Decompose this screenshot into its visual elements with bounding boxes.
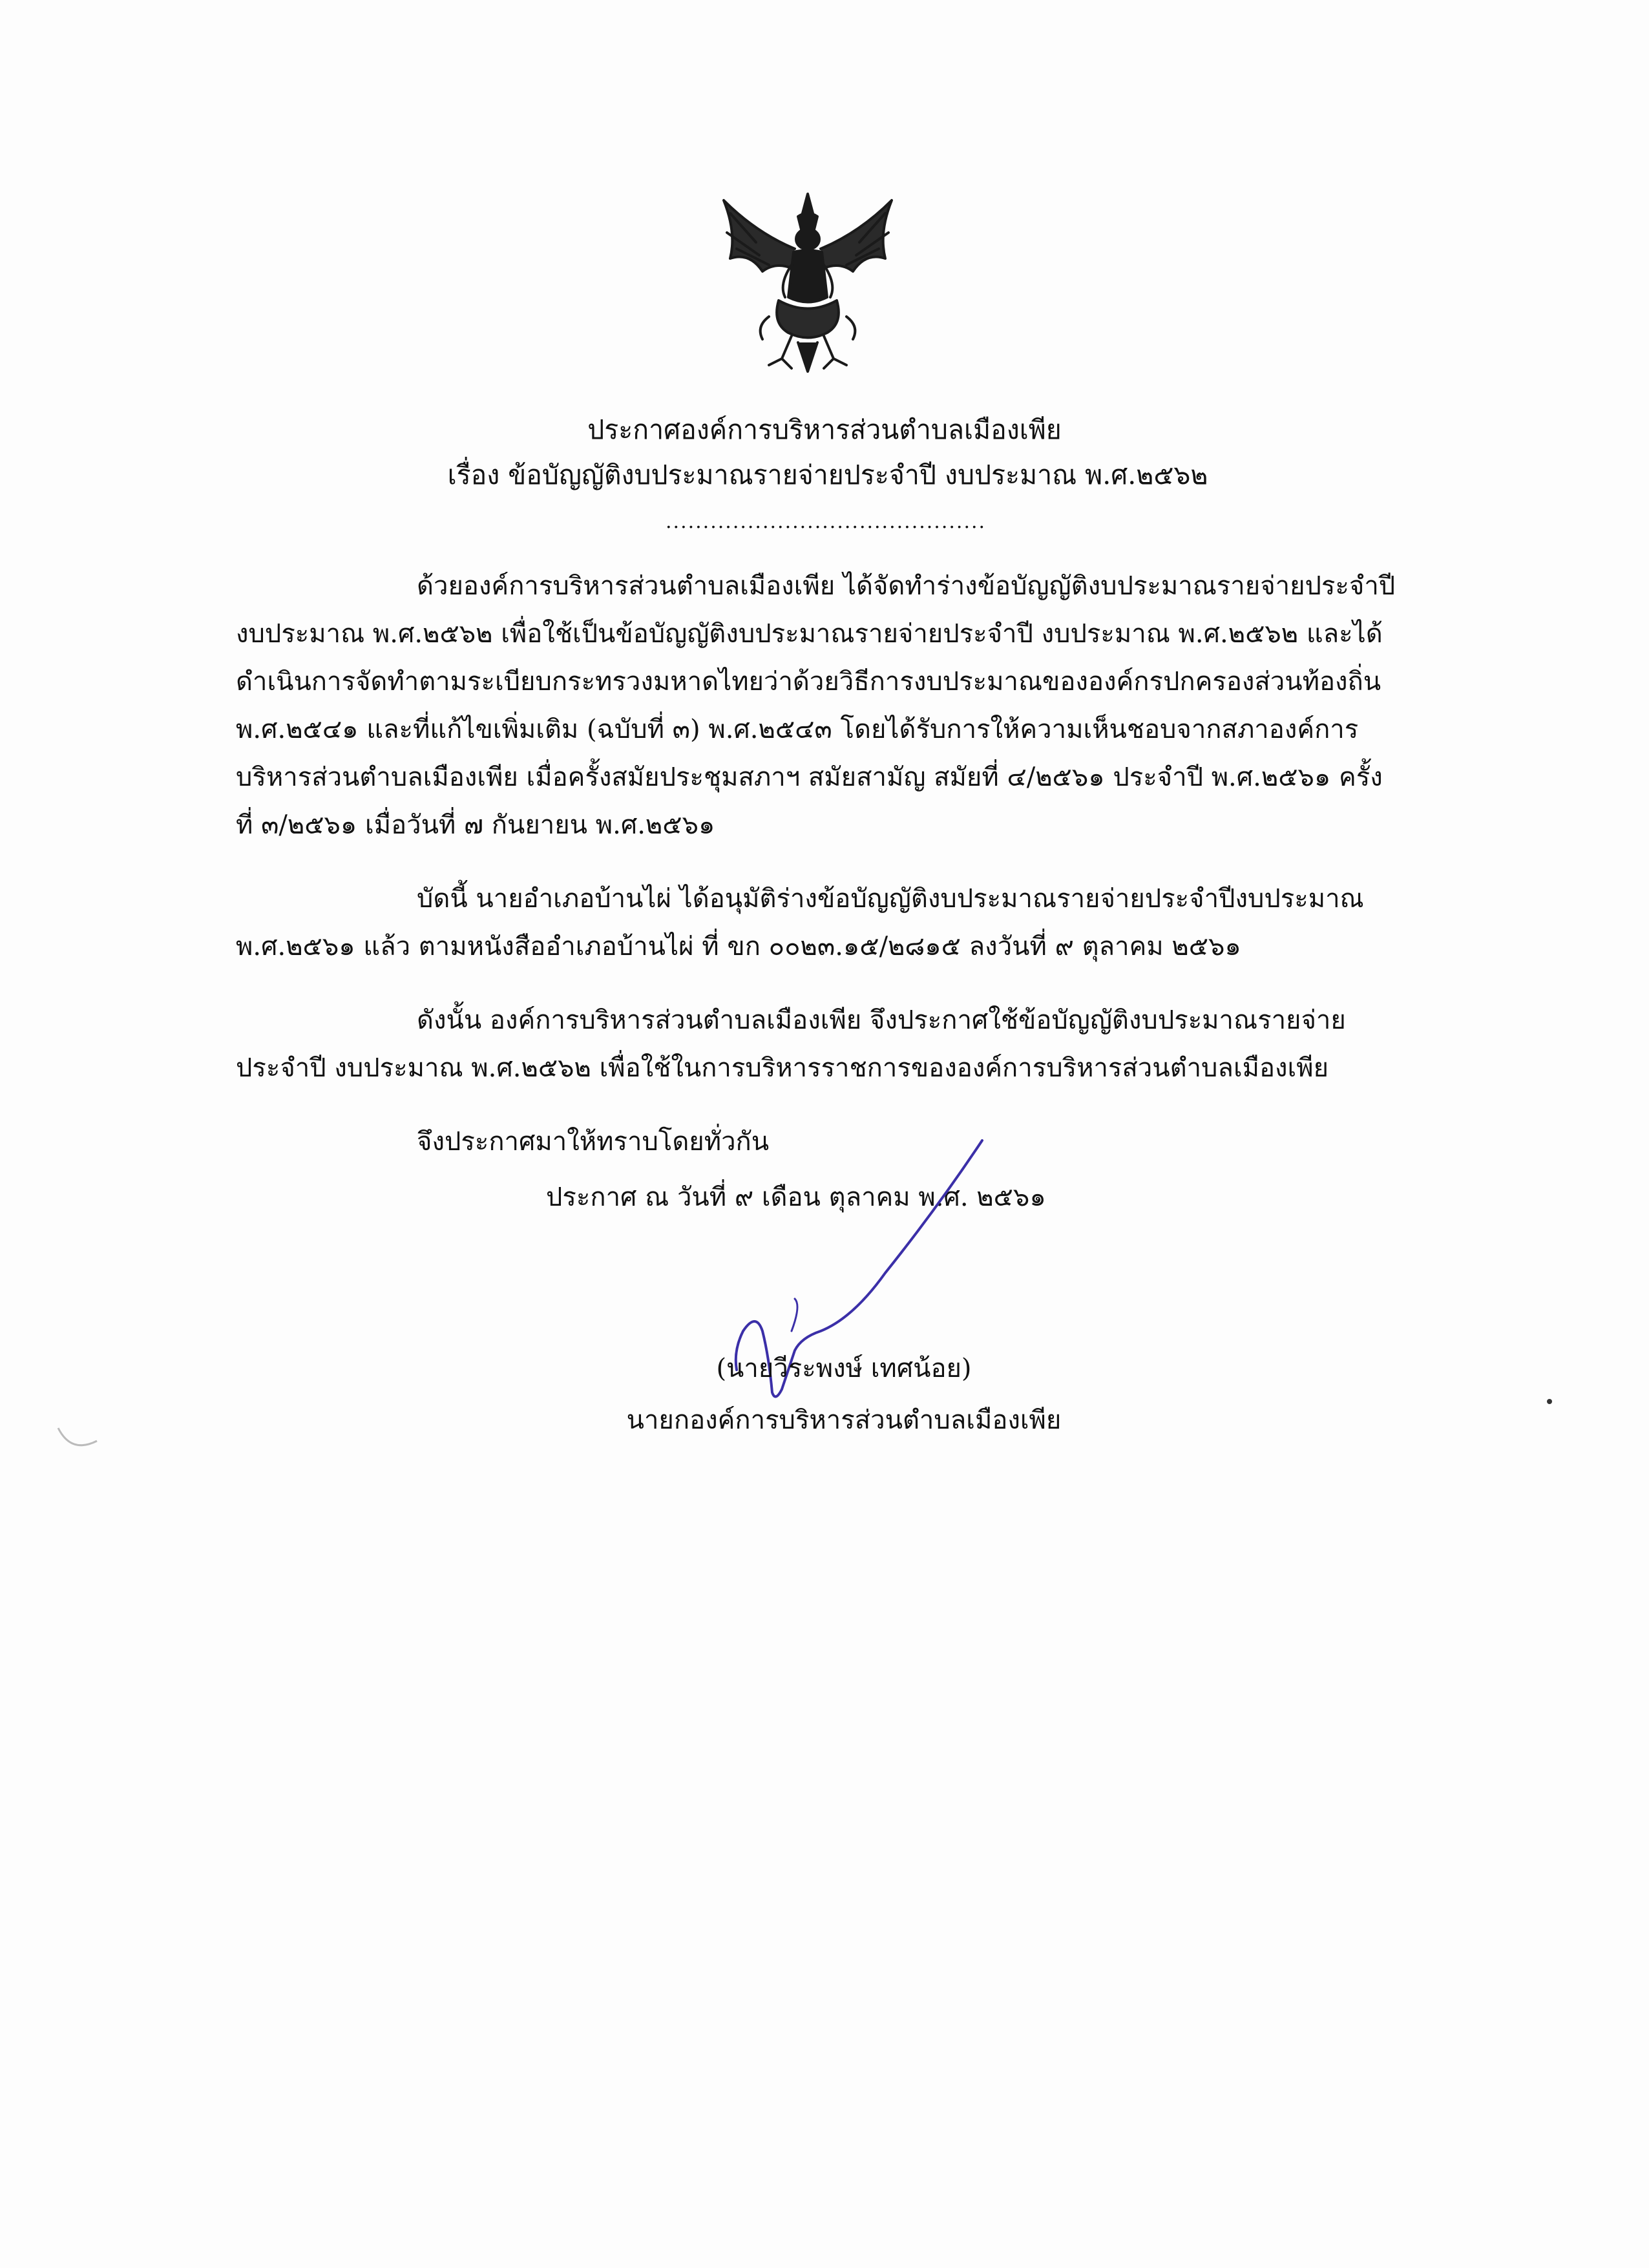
document-subject: เรื่อง ข้อบัญญัติงบประมาณรายจ่ายประจำปี งบประมาณ พ.ศ.๒๕๖๒: [447, 459, 1208, 490]
title-divider: ...........................................: [666, 510, 987, 533]
signer-title: นายกองค์การบริหารส่วนตำบลเมืองเพีย: [626, 1405, 1062, 1435]
garuda-emblem-icon: [717, 187, 898, 375]
scan-artifact-icon: [52, 1422, 103, 1460]
document-body: [236, 562, 1396, 1166]
paragraph-1-line: งบประมาณ พ.ศ.๒๕๖๒ เพื่อใช้เป็นข้อบัญญัติงบประมาณรายจ่ายประจำปี งบประมาณ พ.ศ.๒๕๖๒ และได้: [236, 619, 1383, 649]
announcement-header: [0, 407, 1649, 498]
paragraph-1-line: พ.ศ.๒๕๔๑ และที่แก้ไขเพิ่มเติม (ฉบับที่ ๓) พ.ศ.๒๕๔๓ โดยได้รับการให้ความเห็นชอบจากสภาองค์การ: [236, 715, 1359, 744]
paragraph-2-line: พ.ศ.๒๕๖๑ แล้ว ตามหนังสืออำเภอบ้านไผ่ ที่ ขก ๐๐๒๓.๑๕/๒๘๑๕ ลงวันที่ ๙ ตุลาคม ๒๕๖๑: [236, 932, 1241, 961]
scan-speck: [1547, 1399, 1552, 1404]
paragraph-1-line: ดำเนินการจัดทำตามระเบียบกระทรวงมหาดไทยว่าด้วยวิธีการงบประมาณขององค์กรปกครองส่วนท้องถิ่น: [236, 667, 1381, 697]
closing-statement: จึงประกาศมาให้ทราบโดยทั่วกัน: [417, 1127, 770, 1157]
document-title: ประกาศองค์การบริหารส่วนตำบลเมืองเพีย: [587, 414, 1062, 445]
paragraph-2-line: บัดนี้ นายอำเภอบ้านไผ่ ได้อนุมัติร่างข้อบัญญัติงบประมาณรายจ่ายประจำปีงบประมาณ: [417, 884, 1364, 914]
announcement-date: ประกาศ ณ วันที่ ๙ เดือน ตุลาคม พ.ศ. ๒๕๖๑: [546, 1182, 1046, 1212]
paragraph-3-line: ประจำปี งบประมาณ พ.ศ.๒๕๖๒ เพื่อใช้ในการบริหารราชการขององค์การบริหารส่วนตำบลเมืองเพีย: [236, 1053, 1329, 1083]
paragraph-1-line: บริหารส่วนตำบลเมืองเพีย เมื่อครั้งสมัยประชุมสภาฯ สมัยสามัญ สมัยที่ ๔/๒๕๖๑ ประจำปี พ.ศ.๒๕๖๑ ครั้ง: [236, 762, 1383, 792]
paragraph-3-line: ดังนั้น องค์การบริหารส่วนตำบลเมืองเพีย จึงประกาศใช้ข้อบัญญัติงบประมาณรายจ่าย: [417, 1005, 1346, 1035]
paragraph-1-line: ที่ ๓/๒๕๖๑ เมื่อวันที่ ๗ กันยายน พ.ศ.๒๕๖๑: [236, 810, 715, 840]
signer-name: (นายวีระพงษ์ เทศน้อย): [716, 1354, 972, 1383]
paragraph-1-line: ด้วยองค์การบริหารส่วนตำบลเมืองเพีย ได้จัดทำร่างข้อบัญญัติงบประมาณรายจ่ายประจำปี: [417, 571, 1396, 601]
